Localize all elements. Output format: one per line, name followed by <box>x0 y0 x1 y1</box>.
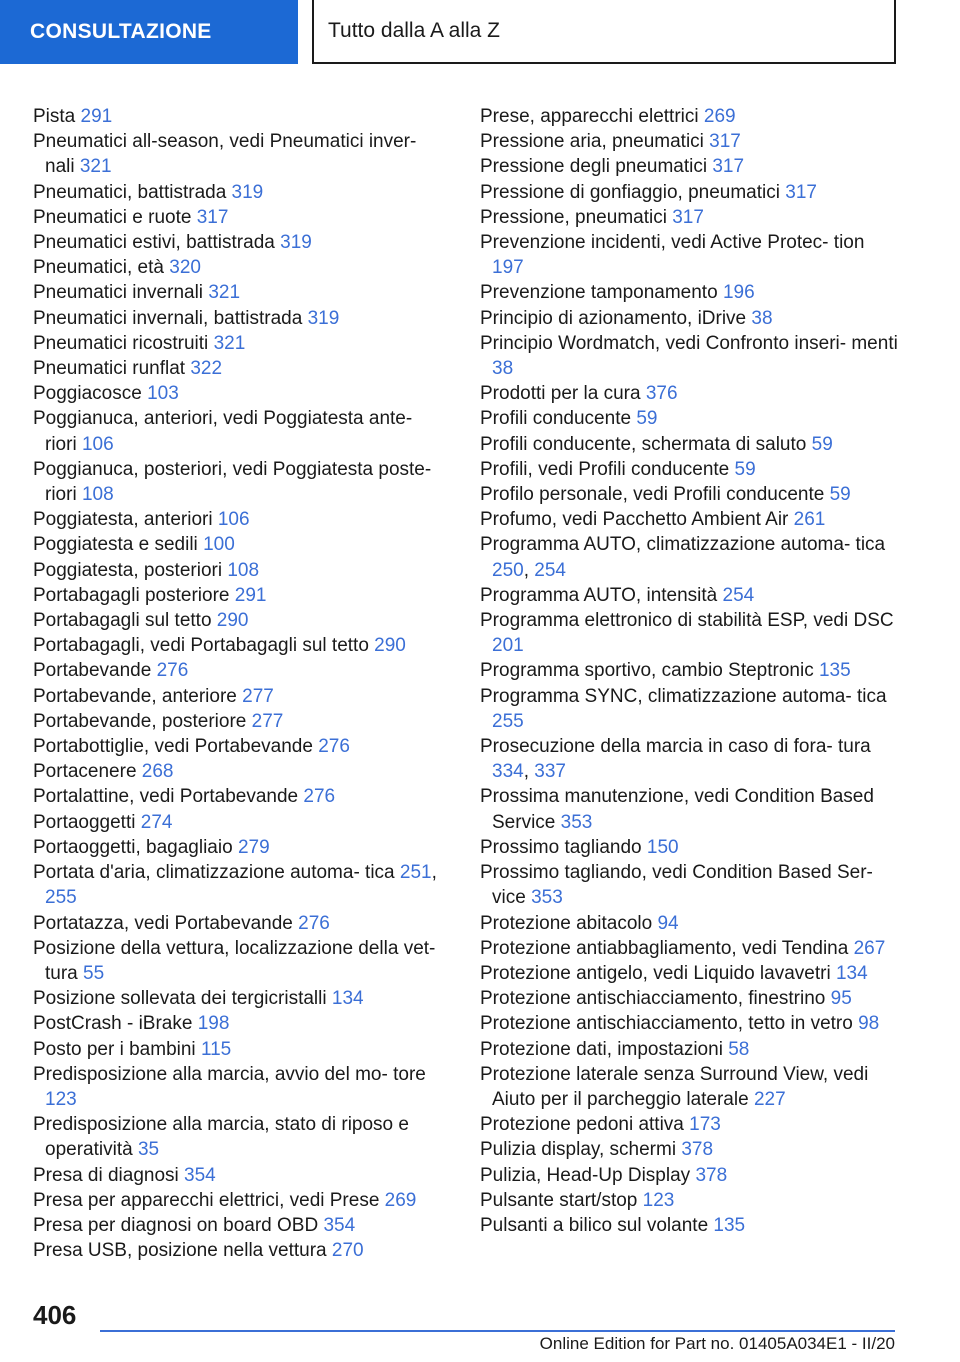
index-entry <box>33 406 443 456</box>
page-reference-link[interactable]: 59 <box>829 484 851 506</box>
index-entry <box>480 381 900 406</box>
page-reference-link[interactable]: 376 <box>645 383 678 405</box>
page-reference-link[interactable]: 319 <box>307 307 340 329</box>
index-term: Posto per i bambini <box>33 1038 196 1060</box>
index-entry <box>480 1112 900 1137</box>
index-term: Prodotti per la cura <box>480 383 641 405</box>
index-term: Posizione sollevata dei tergicristalli <box>33 988 327 1010</box>
index-entry <box>33 457 443 507</box>
index-term: Presa di diagnosi <box>33 1164 179 1186</box>
index-entry <box>480 684 900 734</box>
index-entry <box>33 255 443 280</box>
index-entry <box>33 507 443 532</box>
page-reference-link[interactable]: 98 <box>858 1013 880 1035</box>
index-entry <box>33 180 443 205</box>
index-entry <box>33 205 443 230</box>
index-term: Portabevande, anteriore <box>33 685 237 707</box>
footer-divider <box>100 1330 895 1332</box>
index-term: Protezione dati, impostazioni <box>480 1038 723 1060</box>
index-term: Protezione antischiacciamento, finestrino <box>480 988 826 1010</box>
page-reference-link[interactable]: 319 <box>231 181 264 203</box>
index-entry <box>33 280 443 305</box>
index-term: Pneumatici, battistrada <box>33 181 227 203</box>
index-column-left <box>33 104 443 1263</box>
index-term: Poggiatesta, anteriori <box>33 509 213 531</box>
index-term: Protezione antiabbagliamento, vedi Tendina <box>480 937 849 959</box>
index-entry <box>33 810 443 835</box>
index-entry <box>33 104 443 129</box>
index-entry <box>480 432 900 457</box>
page-reference-link[interactable]: 337 <box>534 761 566 783</box>
index-entry <box>33 230 443 255</box>
index-term: Prossima manutenzione, vedi Condition Based Service <box>480 786 874 833</box>
index-term: Presa per apparecchi elettrici, vedi Prese <box>33 1189 380 1211</box>
index-term: Portabevande <box>33 660 152 682</box>
index-term: Poggiatesta e sedili <box>33 534 198 556</box>
page-reference-link[interactable]: 173 <box>689 1114 721 1136</box>
index-term: Presa per diagnosi on board OBD <box>33 1214 319 1236</box>
page-reference-link[interactable]: 250 <box>492 559 524 581</box>
index-entry <box>33 306 443 331</box>
page-reference-link[interactable]: 59 <box>734 458 756 480</box>
index-entry <box>480 280 900 305</box>
page-reference-link[interactable]: 251 <box>399 862 432 884</box>
index-entry <box>480 129 900 154</box>
page-reference-link[interactable]: 267 <box>853 937 886 959</box>
edition-note: Online Edition for Part no. 01405A034E1 - II/20 <box>539 1334 895 1353</box>
page-reference-link[interactable]: 319 <box>280 232 312 254</box>
page-reference-link[interactable]: 270 <box>331 1240 364 1262</box>
page-reference-link[interactable]: 354 <box>184 1164 216 1186</box>
section-label: CONSULTAZIONE <box>30 20 212 43</box>
index-term: Portatazza, vedi Portabevande <box>33 912 293 934</box>
index-entry <box>33 911 443 936</box>
page-reference-link[interactable]: 378 <box>695 1164 728 1186</box>
page-reference-link[interactable]: 269 <box>384 1189 417 1211</box>
page-reference-link[interactable]: 134 <box>835 962 868 984</box>
page-reference-link[interactable]: 268 <box>141 761 174 783</box>
section-tab <box>0 0 298 64</box>
index-entry <box>480 507 900 532</box>
page-reference-link[interactable]: 95 <box>830 988 852 1010</box>
page-reference-link[interactable]: 254 <box>722 584 755 606</box>
page-reference-link[interactable]: 255 <box>492 710 524 732</box>
index-entry <box>480 331 900 381</box>
page-reference-link[interactable]: 59 <box>636 408 658 430</box>
index-term: Protezione pedoni attiva <box>480 1114 684 1136</box>
index-term: Programma SYNC, climatizzazione automa‐ tica <box>480 685 887 707</box>
index-term: Pneumatici invernali, battistrada <box>33 307 303 329</box>
page-reference-link[interactable]: 135 <box>713 1214 746 1236</box>
page-reference-link[interactable]: 196 <box>722 282 755 304</box>
page-reference-link[interactable]: 38 <box>492 358 514 380</box>
index-term: Pneumatici estivi, battistrada <box>33 232 275 254</box>
index-entry <box>480 1163 900 1188</box>
page-reference-link[interactable]: 94 <box>657 912 679 934</box>
index-entry <box>33 1213 443 1238</box>
index-term: Pulizia, Head-Up Display <box>480 1164 691 1186</box>
index-entry <box>33 759 443 784</box>
page-reference-link[interactable]: 354 <box>323 1214 356 1236</box>
index-entry <box>33 532 443 557</box>
page-reference-link[interactable]: 108 <box>227 559 260 581</box>
index-entry <box>480 911 900 936</box>
page-reference-link[interactable]: 261 <box>793 509 826 531</box>
index-entry <box>480 835 900 860</box>
page-reference-link[interactable]: 134 <box>331 988 364 1010</box>
index-entry <box>480 583 900 608</box>
index-term: Pneumatici all-season, vedi Pneumatici inver‐ nali <box>33 131 417 178</box>
index-term: Pneumatici, età <box>33 257 164 279</box>
page-reference-link[interactable]: 35 <box>137 1139 160 1161</box>
index-term: Pulizia display, schermi <box>480 1139 677 1161</box>
index-entry <box>33 558 443 583</box>
index-term: Pista <box>33 106 76 127</box>
index-entry <box>480 860 900 910</box>
index-term: Portabagagli, vedi Portabagagli sul tetto <box>33 635 369 657</box>
page-reference-link[interactable]: 108 <box>81 484 114 506</box>
index-term: Principio Wordmatch, vedi Confronto inseri‐ menti <box>480 332 898 354</box>
page-reference-link[interactable]: 227 <box>753 1088 786 1110</box>
page-reference-link[interactable]: 197 <box>492 257 524 279</box>
index-term: Portata d'aria, climatizzazione automa‐ tica <box>33 862 395 884</box>
index-term: Prese, apparecchi elettrici <box>480 106 699 127</box>
index-column-right <box>480 104 900 1238</box>
index-entry <box>480 1188 900 1213</box>
page-reference-link[interactable]: 290 <box>374 635 406 657</box>
page-reference-link[interactable]: 254 <box>534 559 566 581</box>
index-term: Programma AUTO, intensità <box>480 584 718 606</box>
index-entry <box>480 784 900 834</box>
index-entry <box>33 129 443 179</box>
index-entry <box>480 1037 900 1062</box>
index-term: Poggiacosce <box>33 383 142 405</box>
index-entry <box>480 1137 900 1162</box>
index-term: Portacenere <box>33 761 137 783</box>
page-reference-link[interactable]: 55 <box>83 962 105 984</box>
index-entry <box>33 1037 443 1062</box>
index-term: Protezione abitacolo <box>480 912 653 934</box>
page-reference-link[interactable]: 277 <box>242 685 274 707</box>
page-reference-link[interactable]: 321 <box>79 156 112 178</box>
index-entry <box>33 986 443 1011</box>
page-reference-link[interactable]: 135 <box>818 660 851 682</box>
index-entry <box>33 1112 443 1162</box>
index-entry <box>480 961 900 986</box>
index-term: Pneumatici invernali <box>33 282 204 304</box>
page-reference-link[interactable]: 277 <box>251 710 284 732</box>
index-term: Profili conducente, schermata di saluto <box>480 433 807 455</box>
page-reference-link[interactable]: 291 <box>80 106 113 127</box>
index-entry <box>33 583 443 608</box>
page-reference-link[interactable]: 317 <box>196 206 229 228</box>
index-term: Prosecuzione della marcia in caso di fora‐ tura <box>480 736 871 758</box>
index-entry <box>480 205 900 230</box>
index-entry <box>480 608 900 658</box>
index-entry: Portata d'aria, climatizzazione automa‐ tica 251, 255 <box>33 862 437 909</box>
index-term: Pulsante start/stop <box>480 1189 638 1211</box>
index-term: PostCrash - iBrake <box>33 1013 193 1035</box>
index-term: Predisposizione alla marcia, avvio del mo‐ tore <box>33 1063 426 1085</box>
index-entry <box>33 709 443 734</box>
index-entry <box>480 986 900 1011</box>
page-reference-link[interactable]: 317 <box>709 131 741 153</box>
index-entry <box>33 1188 443 1213</box>
page-reference-link[interactable]: 100 <box>203 534 235 556</box>
index-entry <box>33 381 443 406</box>
index-term: Prossimo tagliando <box>480 836 642 858</box>
index-term: Posizione della vettura, localizzazione della vet‐ tura <box>33 937 436 984</box>
page-reference-link[interactable]: 106 <box>81 433 114 455</box>
index-term: Portabevande, posteriore <box>33 710 247 732</box>
index-entry <box>33 633 443 658</box>
index-term: Profilo personale, vedi Profili conducente <box>480 484 825 506</box>
page-reference-link[interactable]: 201 <box>492 635 524 657</box>
page-reference-link[interactable]: 290 <box>216 610 249 632</box>
index-entry <box>480 936 900 961</box>
page-reference-link[interactable]: 58 <box>728 1038 750 1060</box>
index-entry <box>480 1011 900 1036</box>
index-term: Portabagagli posteriore <box>33 584 230 606</box>
index-term: Portabagagli sul tetto <box>33 610 212 632</box>
index-term: Pressione di gonfiaggio, pneumatici <box>480 181 780 203</box>
index-term: Pneumatici e ruote <box>33 206 192 228</box>
page-number: 406 <box>33 1300 77 1330</box>
page-reference-link[interactable]: 322 <box>190 358 223 380</box>
index-term: Profili conducente <box>480 408 632 430</box>
index-term: Profili, vedi Profili conducente <box>480 458 730 480</box>
index-entry <box>480 1062 900 1112</box>
page-reference-link[interactable]: 106 <box>217 509 250 531</box>
index-entry <box>33 1238 443 1263</box>
page-reference-link[interactable]: 274 <box>140 811 173 833</box>
index-term: Poggiatesta, posteriori <box>33 559 223 581</box>
page-reference-link[interactable]: 123 <box>45 1088 77 1110</box>
index-term: Prossimo tagliando, vedi Condition Based Ser‐ vice <box>480 862 873 909</box>
index-entry <box>33 1163 443 1188</box>
index-term: Programma elettronico di stabilità ESP, vedi DSC <box>480 610 894 632</box>
index-term: Programma sportivo, cambio Steptronic <box>480 660 814 682</box>
page-reference-link[interactable]: 279 <box>237 836 270 858</box>
page-reference-link[interactable]: 378 <box>681 1139 714 1161</box>
index-entry <box>480 658 900 683</box>
index-term: Pressione degli pneumatici <box>480 156 708 178</box>
page-reference-link[interactable]: 321 <box>208 282 241 304</box>
page-reference-link[interactable]: 321 <box>213 332 246 354</box>
index-entry <box>33 356 443 381</box>
page-reference-link[interactable]: 334 <box>492 761 524 783</box>
index-entry <box>33 1011 443 1036</box>
page-reference-link[interactable]: 38 <box>751 307 773 329</box>
page-reference-link[interactable]: 317 <box>712 156 745 178</box>
index-term: Profumo, vedi Pacchetto Ambient Air <box>480 509 789 531</box>
index-term: Pulsanti a bilico sul volante <box>480 1214 709 1236</box>
index-term: Portabottiglie, vedi Portabevande <box>33 736 313 758</box>
index-term: Pneumatici ricostruiti <box>33 332 209 354</box>
index-entry: Prosecuzione della marcia in caso di fora‐ tura 334, 337 <box>480 736 871 783</box>
index-entry <box>480 482 900 507</box>
index-term: Protezione laterale senza Surround View, vedi Aiuto per il parcheggio laterale <box>480 1063 869 1110</box>
page-reference-link[interactable]: 255 <box>45 887 77 909</box>
page-header <box>312 0 896 64</box>
index-entry <box>33 1062 443 1112</box>
page-reference-link[interactable]: 276 <box>303 786 336 808</box>
index-entry <box>33 684 443 709</box>
page-reference-link[interactable]: 276 <box>298 912 330 934</box>
index-term: Portaoggetti <box>33 811 136 833</box>
page-reference-link[interactable]: 317 <box>785 181 817 203</box>
index-entry <box>480 457 900 482</box>
index-term: Principio di azionamento, iDrive <box>480 307 747 329</box>
index-entry <box>33 331 443 356</box>
index-entry: Programma AUTO, climatizzazione automa‐ tica 250, 254 <box>480 534 886 581</box>
page-reference-link[interactable]: 123 <box>642 1189 675 1211</box>
page-reference-link[interactable]: 103 <box>147 383 179 405</box>
page-title: Tutto dalla A alla Z <box>328 19 500 42</box>
index-entry <box>480 1213 900 1238</box>
page-reference-link[interactable]: 269 <box>703 106 736 127</box>
index-term: Predisposizione alla marcia, stato di riposo e operatività <box>33 1114 409 1161</box>
index-entry <box>33 658 443 683</box>
index-term: Pressione aria, pneumatici <box>480 131 704 153</box>
page-reference-link[interactable]: 115 <box>200 1038 232 1060</box>
page-reference-link[interactable]: 150 <box>646 836 679 858</box>
index-entry <box>480 180 900 205</box>
page-reference-link[interactable]: 353 <box>560 811 593 833</box>
index-term: Presa USB, posizione nella vettura <box>33 1240 327 1262</box>
index-term: Prevenzione incidenti, vedi Active Protec‐ tion <box>480 232 865 254</box>
index-term: Protezione antischiacciamento, tetto in vetro <box>480 1013 853 1035</box>
page-reference-link[interactable]: 353 <box>531 887 563 909</box>
index-term: Pressione, pneumatici <box>480 206 667 228</box>
index-entry <box>480 104 900 129</box>
index-term: Poggianuca, anteriori, vedi Poggiatesta ante‐ riori <box>33 408 413 455</box>
index-term: Portaoggetti, bagagliaio <box>33 836 233 858</box>
index-entry <box>33 784 443 809</box>
index-term: Pneumatici runflat <box>33 358 186 380</box>
page-reference-link[interactable]: 198 <box>197 1013 230 1035</box>
page-reference-link[interactable]: 59 <box>811 433 833 455</box>
page-reference-link[interactable]: 317 <box>672 206 704 228</box>
index-term: Prevenzione tamponamento <box>480 282 718 304</box>
index-entry <box>33 835 443 860</box>
index-entry <box>33 936 443 986</box>
page-reference-link[interactable]: 291 <box>234 584 267 606</box>
index-entry <box>480 306 900 331</box>
index-entry <box>480 406 900 431</box>
page-reference-link[interactable]: 276 <box>156 660 189 682</box>
index-term: Poggianuca, posteriori, vedi Poggiatesta poste‐ riori <box>33 458 432 506</box>
page-reference-link[interactable]: 320 <box>169 257 201 279</box>
index-term: Protezione antigelo, vedi Liquido lavavetri <box>480 962 831 984</box>
index-term: Programma AUTO, climatizzazione automa‐ tica <box>480 534 886 556</box>
index-entry <box>33 608 443 633</box>
page-reference-link[interactable]: 276 <box>318 736 350 758</box>
index-term: Portalattine, vedi Portabevande <box>33 786 299 808</box>
index-entry <box>480 230 900 280</box>
index-entry <box>33 734 443 759</box>
index-entry <box>480 154 900 179</box>
